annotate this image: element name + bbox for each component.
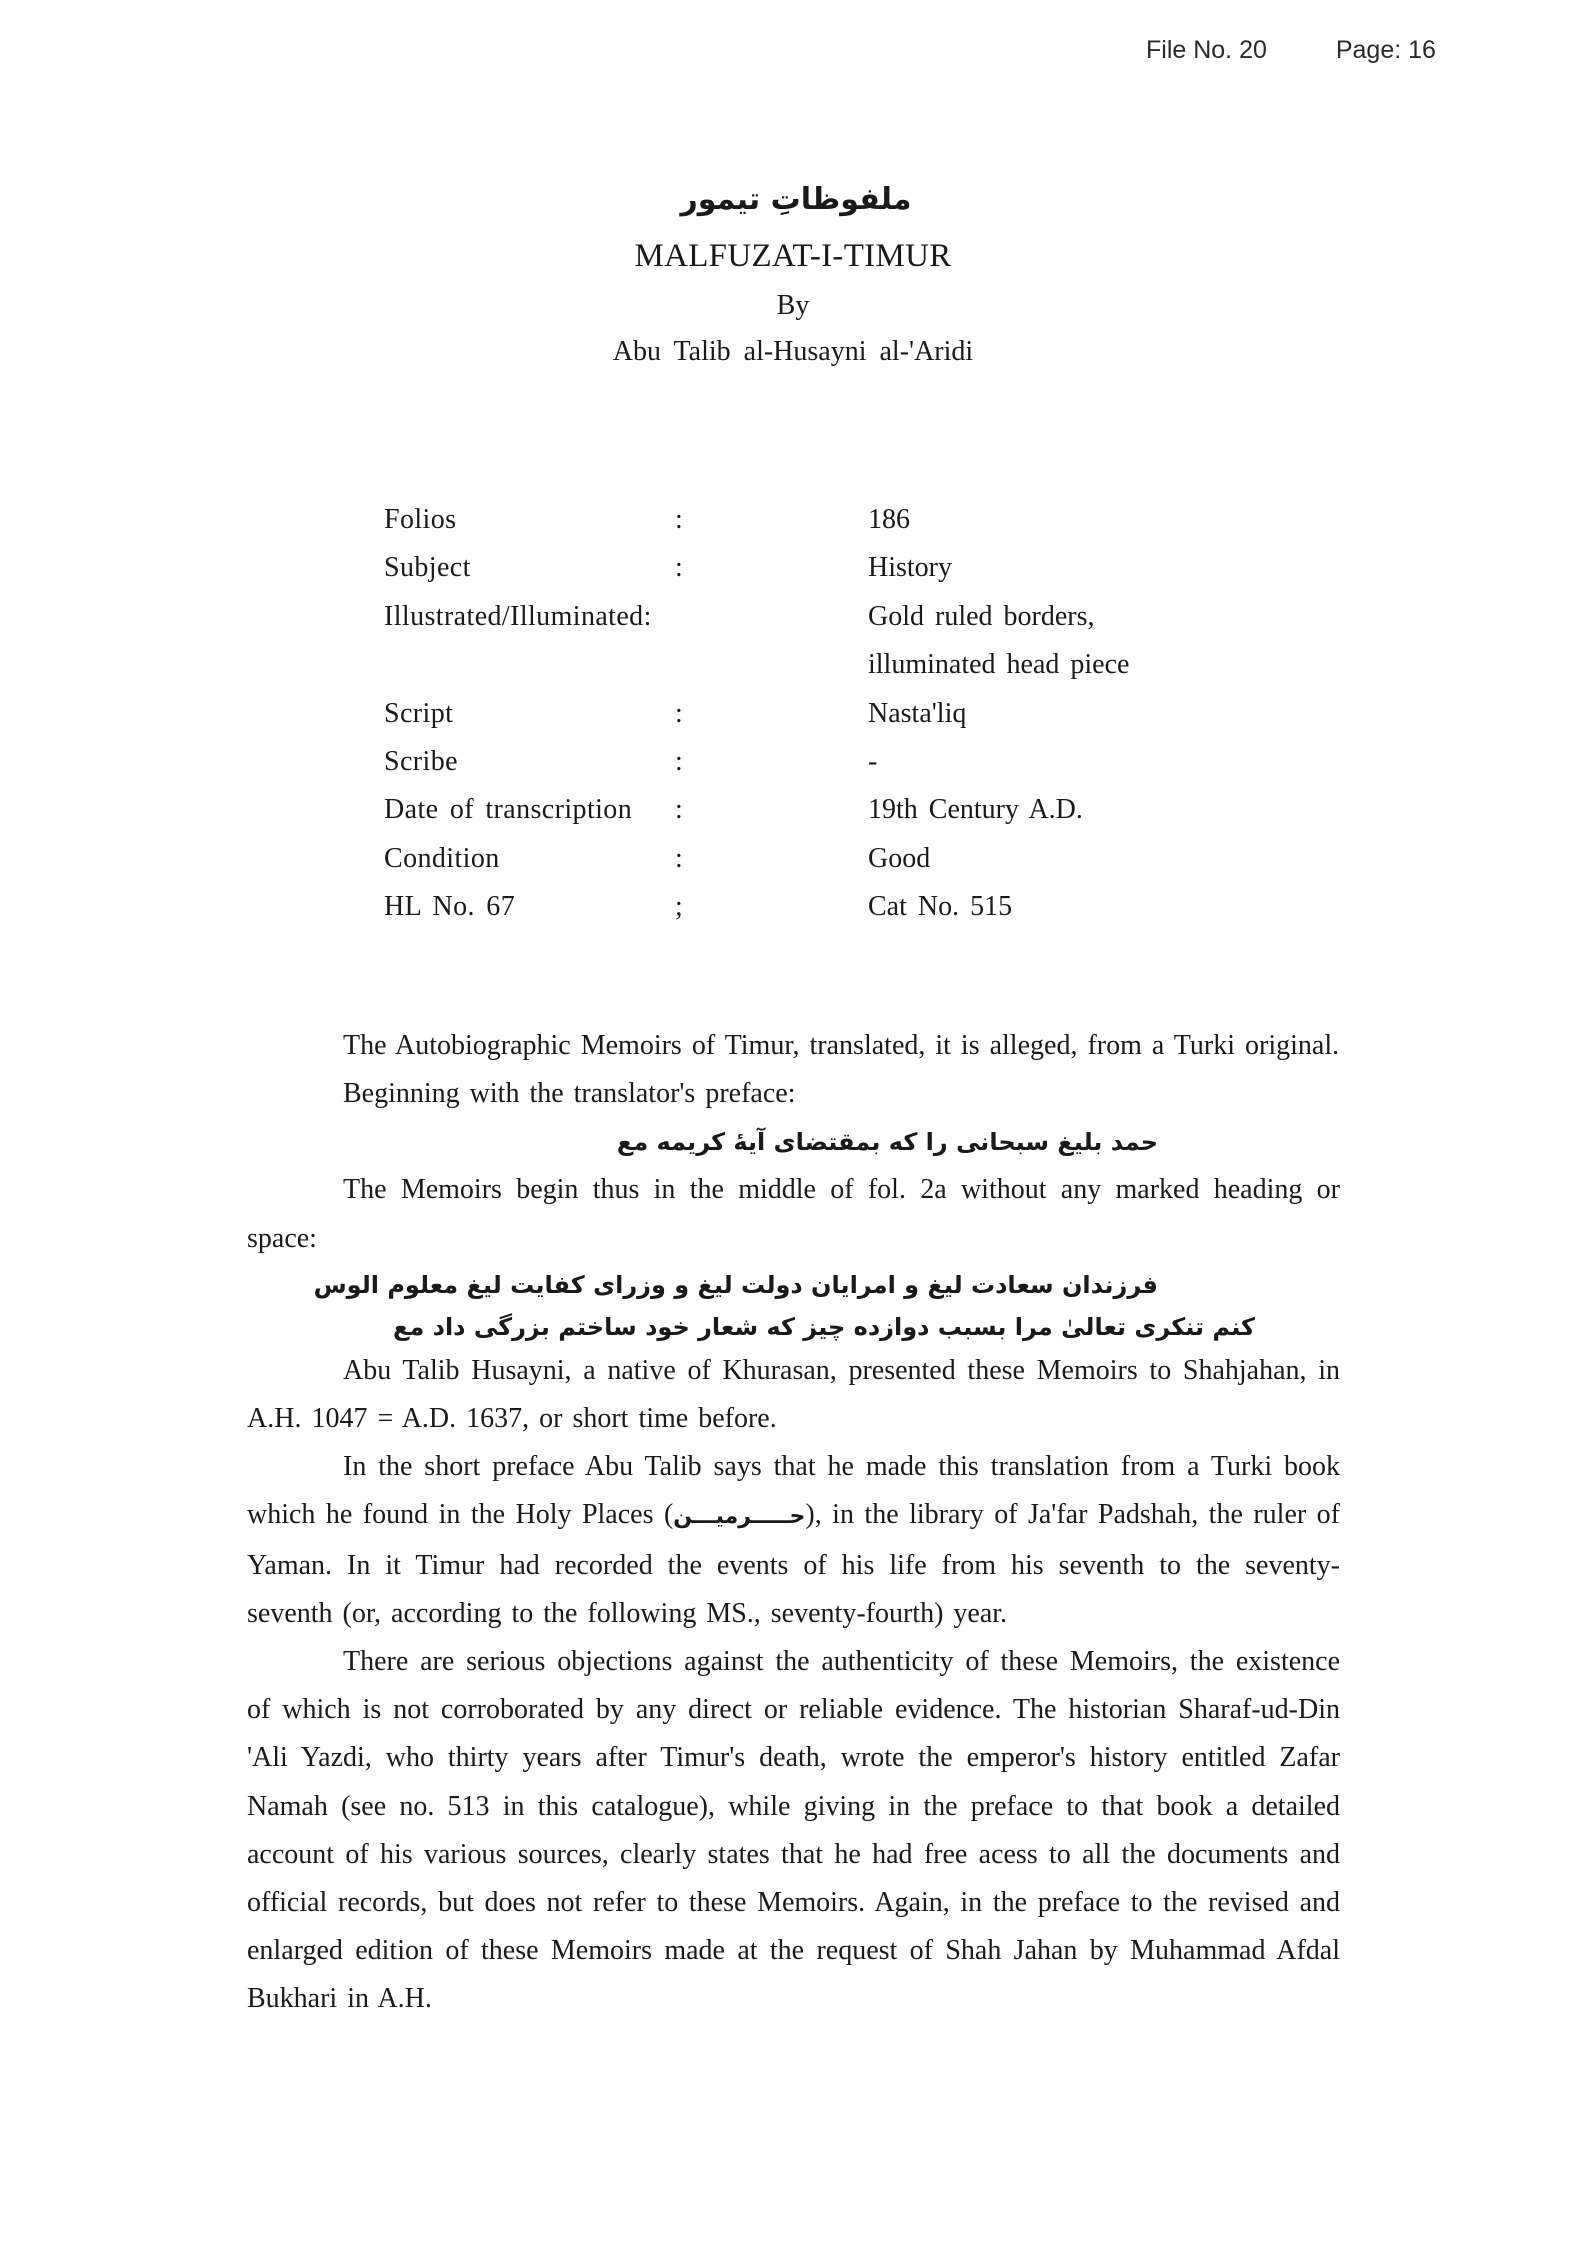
paragraph-preface-intro: Beginning with the translator's preface: bbox=[343, 1078, 796, 1110]
meta-value: Nasta'liq bbox=[868, 697, 967, 729]
page-header bbox=[1146, 36, 1436, 65]
meta-separator: : bbox=[675, 552, 683, 584]
meta-value: Cat No. 515 bbox=[868, 891, 1013, 923]
meta-separator: : bbox=[675, 504, 683, 535]
meta-label: HL No. 67 bbox=[384, 891, 516, 923]
paragraph-memoirs-begin: The Memoirs begin thus in the middle of fol. 2a without any marked heading or space: bbox=[247, 1174, 1340, 1254]
meta-value: illuminated head piece bbox=[868, 649, 1130, 681]
meta-separator: : bbox=[675, 794, 683, 826]
paragraph-presentation: Abu Talib Husayni, a native of Khurasan, presented these Memoirs to Shahjahan, in A.H. 1047 = A.D. 1637, or short time before. bbox=[247, 1354, 1340, 1435]
meta-value: History bbox=[868, 552, 952, 584]
title-block bbox=[0, 176, 1586, 370]
arabic-begin-line-1: فرزندان سعادت لیغ و امرایان دولت لیغ و وزرای کفایت لیغ معلوم الوس bbox=[313, 1270, 1158, 1299]
body-text bbox=[247, 1022, 1340, 2024]
page-number: Page: 16 bbox=[1335, 36, 1436, 64]
meta-value: 186 bbox=[868, 504, 910, 535]
meta-label: Illustrated/Illuminated: bbox=[384, 600, 652, 632]
meta-label: Condition bbox=[384, 842, 500, 874]
title-arabic: ملفوظاتِ تیمور bbox=[680, 182, 912, 217]
meta-label: Subject bbox=[384, 552, 471, 584]
meta-separator: : bbox=[675, 697, 683, 729]
paragraph-short-preface bbox=[247, 1443, 1340, 1638]
paragraph-intro: The Autobiographic Memoirs of Timur, translated, it is alleged, from a Turki original. bbox=[343, 1030, 1340, 1061]
short-preface-text-after: ), in the library of Ja'far Padshah, the ruler of Yaman. In it Timur had recorded the events of his life from his seventh to the seventy-seventh (or, according to the following MS., seventy-fourth) year. bbox=[247, 1499, 1340, 1629]
short-preface-text-before: In the short preface Abu Talib says that he made this translation from a Turki book which he found in the Holy Places ( bbox=[247, 1451, 1340, 1531]
meta-label: Scribe bbox=[384, 745, 458, 777]
inline-arabic-haramayn: حـــــرمیـــن bbox=[673, 1504, 806, 1530]
meta-label: Script bbox=[384, 697, 454, 729]
title-by: By bbox=[776, 290, 810, 321]
title-author: Abu Talib al-Husayni al-'Aridi bbox=[612, 336, 974, 367]
meta-value: Gold ruled borders, bbox=[868, 600, 1095, 632]
arabic-begin-line-2: کنم تنکری تعالیٰ مرا بسبب دوازده چیز که شعار خود ساختم بزرگی داد مع bbox=[393, 1312, 1255, 1341]
meta-label: Folios bbox=[384, 504, 457, 535]
meta-value: - bbox=[868, 745, 878, 777]
meta-value: Good bbox=[868, 842, 931, 874]
meta-separator: : bbox=[675, 842, 683, 874]
meta-label: Date of transcription bbox=[384, 794, 633, 826]
meta-value: 19th Century A.D. bbox=[868, 794, 1083, 826]
meta-separator: : bbox=[675, 745, 683, 777]
arabic-preface-quote: حمد بلیغ سبحانی را که بمقتضای آیهٔ کریمه مع bbox=[616, 1128, 1158, 1157]
meta-separator: ; bbox=[675, 891, 683, 923]
title-latin: MALFUZAT-I-TIMUR bbox=[634, 238, 952, 274]
file-number: File No. 20 bbox=[1146, 36, 1267, 64]
paragraph-authenticity: There are serious objections against the authenticity of these Memoirs, the existence of which is not corroborated by any direct or reliable evidence. The historian Sharaf-ud-Din 'Ali Yazdi, who thirty years after Timur's death, wrote the emperor's history entitled Zafar Namah (see no. 513 in this catalogue), while giving in the preface to that book a detailed account of his various sources, clearly states that he had free acess to all the documents and official records, but does not refer to these Memoirs. Again, in the preface to the revised and enlarged edition of these Memoirs made at the request of Shah Jahan by Muhammad Afdal Bukhari in A.H. bbox=[247, 1646, 1340, 2015]
